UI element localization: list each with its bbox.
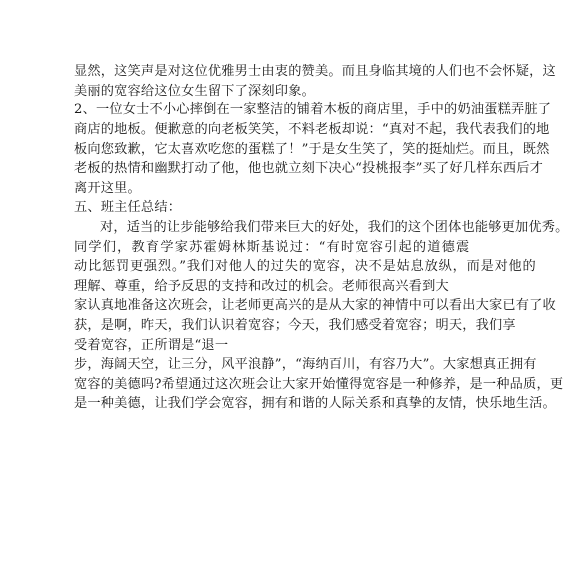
paragraph-line: 动比惩罚更强烈。”我们对他人的过失的宽容，决不是姑息放纵，而是对他的 (74, 259, 537, 274)
section-heading: 五、班主任总结： (74, 200, 182, 215)
paragraph-line: 老板的热情和幽默打动了他，他也就立刻下决心“投桃报李”买了好几样东西后才 (74, 161, 544, 176)
paragraph-line: 显然，这笑声是对这位优雅男士由衷的赞美。而且身临其境的人们也不会怀疑，这 (74, 64, 556, 79)
paragraph-line: 理解、尊重，给予反思的支持和改过的机会。老师很高兴看到大 (74, 279, 449, 294)
paragraph-line: 同学们，教育学家苏霍姆林斯基说过：“有时宽容引起的道德震 (74, 240, 471, 255)
paragraph-line: 离开这里。 (74, 181, 141, 196)
paragraph-line: 获，是啊，昨天，我们认识着宽容；今天，我们感受着宽容；明天，我们享 (74, 318, 516, 333)
paragraph-line: 受着宽容，正所谓是“退一 (74, 338, 229, 353)
paragraph-line: 对，适当的让步能够给我们带来巨大的好处，我们的这个团体也能够更加优秀。 (100, 220, 569, 235)
paragraph-line: 家认真地准备这次班会，让老师更高兴的是从大家的神情中可以看出大家已有了收 (74, 298, 556, 313)
paragraph-line: 商店的地板。便歉意的向老板笑笑，不料老板却说：“真对不起，我代表我们的地 (74, 122, 550, 137)
paragraph-line: 宽容的美德吗?希望通过这次班会让大家开始懂得宽容是一种修养，是一种品质，更 (74, 377, 564, 392)
paragraph-line: 是一种美德，让我们学会宽容，拥有和谐的人际关系和真挚的友情，快乐地生活。 (74, 396, 556, 411)
paragraph-line: 美丽的宽容给这位女生留下了深刻印象。 (74, 84, 315, 99)
paragraph-line: 板向您致歉，它太喜欢吃您的蛋糕了！”于是女生笑了，笑的挺灿烂。而且，既然 (74, 142, 550, 157)
paragraph-line: 步，海阔天空，让三分，风平浪静”，“海纳百川，有容乃大”。大家想真正拥有 (74, 357, 537, 372)
paragraph-line: 2、一位女士不小心摔倒在一家整洁的铺着木板的商店里，手中的奶油蛋糕弄脏了 (74, 102, 552, 117)
